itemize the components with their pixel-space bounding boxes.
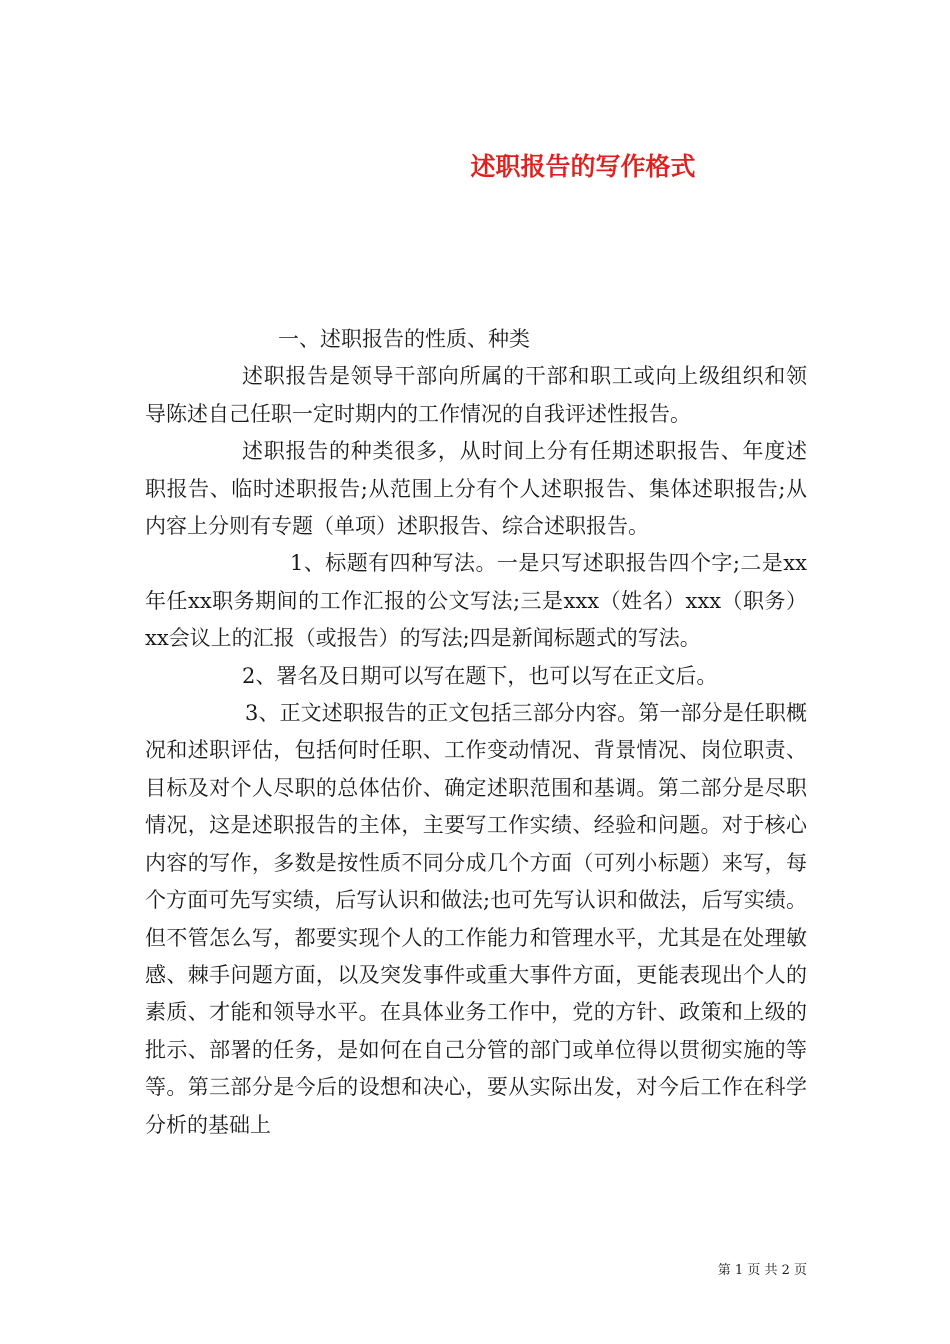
document-body — [145, 321, 807, 1144]
paragraph-title-methods: 1、标题有四种写法。一是只写述职报告四个字;二是xx年任xx职务期间的工作汇报的公文写法;三是xxx（姓名）xxx（职务）xx会议上的汇报（或报告）的写法;四是新闻标题式的写法。 — [145, 551, 807, 651]
section-heading: 一、述职报告的性质、种类 — [278, 327, 530, 351]
page-number: 第 1 页 共 2 页 — [717, 1263, 807, 1278]
page-title: 述职报告的写作格式 — [470, 151, 696, 181]
paragraph-signature-date: 2、署名及日期可以写在题下，也可以写在正文后。 — [242, 663, 718, 688]
paragraph-main-body: 3、正文述职报告的正文包括三部分内容。第一部分是任职概况和述职评估，包括何时任职、工作变动情况、背景情况、岗位职责、目标及对个人尽职的总体估价、确定述职范围和基调。第二部分是尽职情况，这是述职报告的主体，主要写工作实绩、经验和问题。对于核心内容的写作，多数是按性质不同分成几个方面（可列小标题）来写，每个方面可先写实绩，后写认识和做法;也可先写认识和做法，后写实绩。但不管怎么写，都要实现个人的工作能力和管理水平，尤其是在处理敏感、棘手问题方面，以及突发事件或重大事件方面，更能表现出个人的素质、才能和领导水平。在具体业务工作中，党的方针、政策和上级的批示、部署的任务，是如何在自己分管的部门或单位得以贯彻实施的等等。第三部分是今后的设想和决心，要从实际出发，对今后工作在科学分析的基础上 — [145, 701, 807, 1137]
paragraph-types: 述职报告的种类很多，从时间上分有任期述职报告、年度述职报告、临时述职报告;从范围上分有个人述职报告、集体述职报告;从内容上分则有专题（单项）述职报告、综合述职报告。 — [145, 439, 807, 539]
paragraph-nature: 述职报告是领导干部向所属的干部和职工或向上级组织和领导陈述自己任职一定时期内的工作情况的自我评述性报告。 — [145, 364, 807, 426]
